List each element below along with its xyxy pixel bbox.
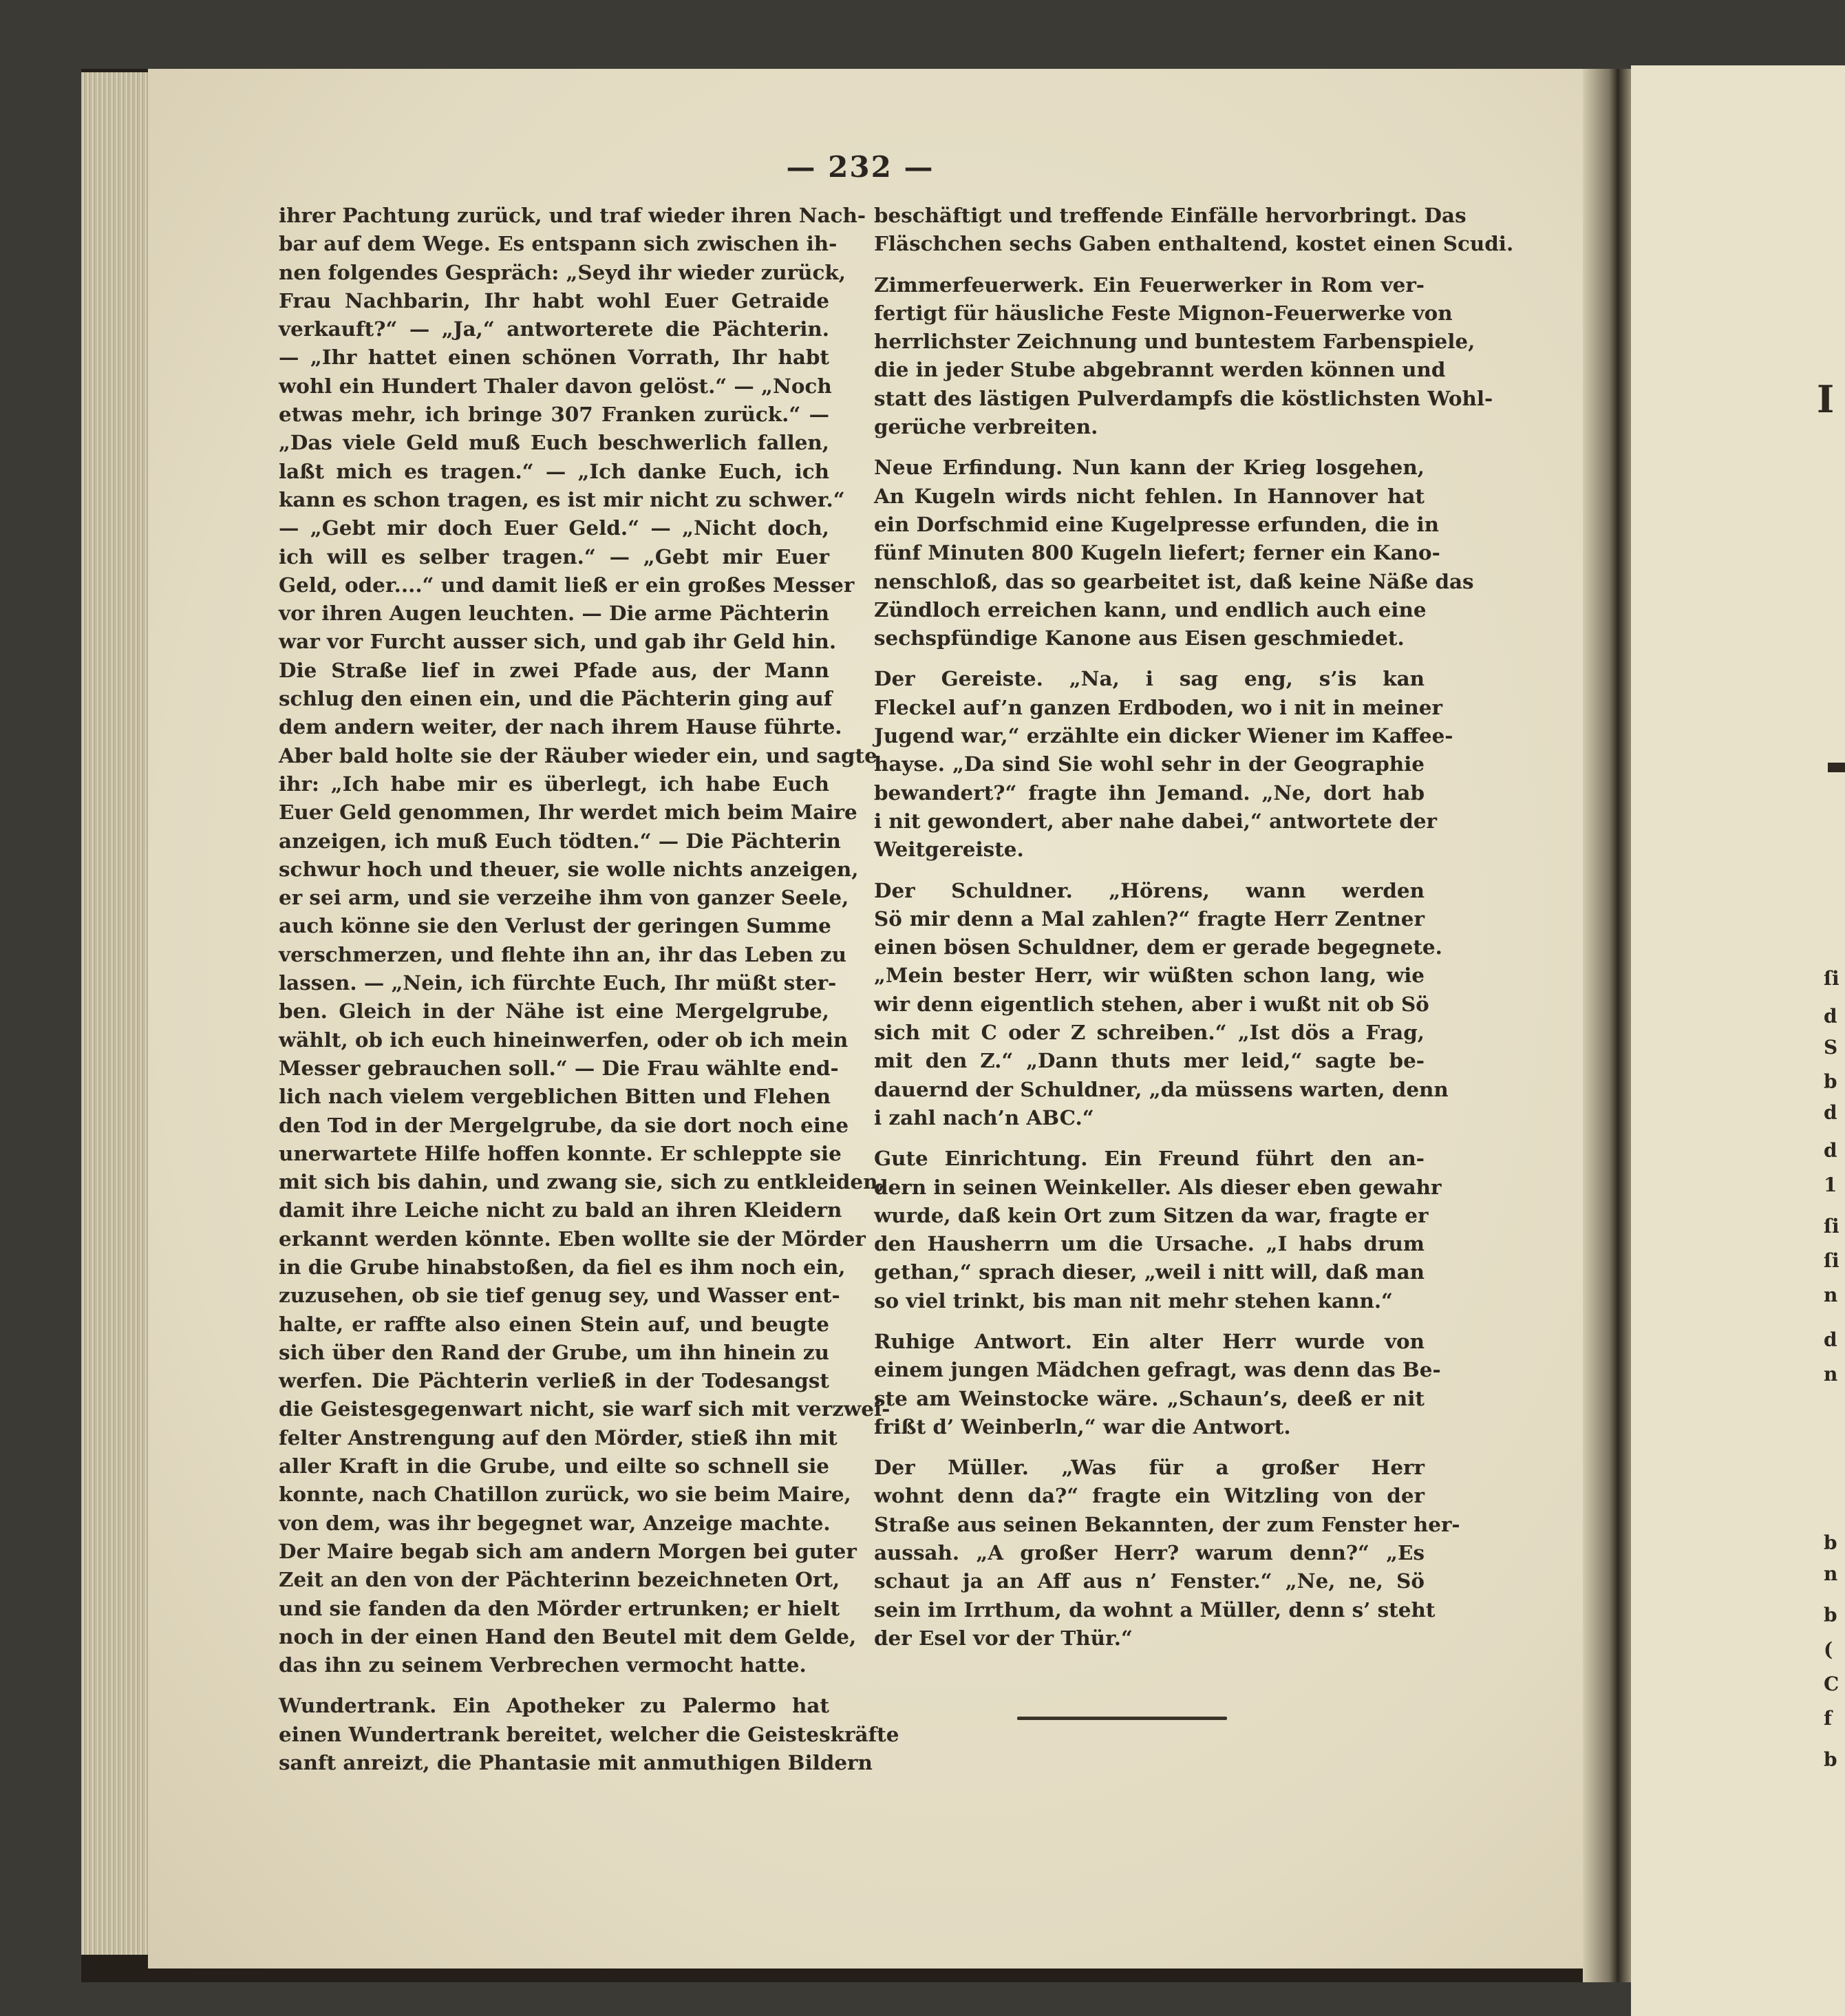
- text-line: bewandert?“ fragte ihn Jemand. „Ne, dort hab: [874, 780, 1425, 805]
- right-text-column: [874, 201, 1514, 1652]
- text-line: Zeit an den von der Pächterinn bezeichneten Ort,: [279, 1567, 840, 1592]
- text-line: Der Müller. „Was für a großer Herr: [874, 1455, 1425, 1480]
- text-line: den Hausherrn um die Ursache. „I habs drum: [874, 1231, 1425, 1256]
- text-line: Aber bald holte sie der Räuber wieder ein, und sagte: [279, 743, 877, 767]
- text-line: die in jeder Stube abgebrannt werden können und: [874, 357, 1446, 382]
- text-line: Zimmerfeuerwerk. Ein Feuerwerker in Rom ver-: [874, 272, 1425, 297]
- text-line: Wundertrank. Ein Apotheker zu Palermo hat: [279, 1693, 829, 1718]
- next-page-fragment: d: [1824, 1101, 1837, 1124]
- right-page-edge: [1631, 65, 1845, 2016]
- section-end-rule: [1017, 1717, 1227, 1720]
- paragraph-gap: [874, 1441, 1425, 1453]
- text-line: ein Dorfschmid eine Kugelpresse erfunden, die in: [874, 511, 1439, 536]
- text-line: laßt mich es tragen.“ — „Ich danke Euch, ich: [279, 458, 829, 483]
- text-line: etwas mehr, ich bringe 307 Franken zurück.“ —: [279, 402, 829, 427]
- text-line: auch könne sie den Verlust der geringen Summe: [279, 913, 831, 938]
- next-page-fragment: d: [1824, 1139, 1837, 1162]
- text-line: Die Straße lief in zwei Pfade aus, der Mann: [279, 657, 829, 682]
- text-line: zuzusehen, ob sie tief genug sey, und Wasser ent-: [279, 1283, 840, 1308]
- text-line: ste am Weinstocke wäre. „Schaun’s, deeß er nit: [874, 1386, 1425, 1410]
- next-page-fragment: b: [1824, 1748, 1837, 1771]
- paragraph-gap: [279, 1679, 829, 1691]
- text-line: schlug den einen ein, und die Pächterin ging auf: [279, 686, 833, 711]
- text-line: wurde, daß kein Ort zum Sitzen da war, fragte er: [874, 1202, 1429, 1227]
- text-line: dem andern weiter, der nach ihrem Hause führte.: [279, 714, 842, 739]
- text-line: werfen. Die Pächterin verließ in der Todesangst: [279, 1368, 829, 1393]
- text-line: herrlichster Zeichnung und buntestem Farbenspiele,: [874, 329, 1475, 354]
- text-line: war vor Furcht ausser sich, und gab ihr Geld hin.: [279, 629, 837, 654]
- paragraph-gap: [874, 1132, 1425, 1144]
- text-line: kann es schon tragen, es ist mir nicht zu schwer.“: [279, 487, 845, 511]
- text-line: Frau Nachbarin, Ihr habt wohl Euer Getraide: [279, 288, 829, 312]
- text-line: einen bösen Schuldner, dem er gerade begegnete.: [874, 935, 1442, 959]
- next-page-fragment: b: [1824, 1070, 1837, 1093]
- text-line: konnte, nach Chatillon zurück, wo sie beim Maire,: [279, 1482, 851, 1507]
- text-line: „Mein bester Herr, wir wüßten schon lang, wie: [874, 963, 1425, 988]
- text-line: i nit gewondert, aber nahe dabei,“ antwortete der: [874, 808, 1438, 833]
- text-line: wählt, ob ich euch hineinwerfen, oder ob ich mein: [279, 1027, 849, 1052]
- text-line: sechspfündige Kanone aus Eisen geschmiedet.: [874, 626, 1405, 650]
- text-line: Der Maire begab sich am andern Morgen bei guter: [279, 1538, 857, 1563]
- paragraph-gap: [874, 1315, 1425, 1327]
- next-page-fragment: ſi: [1824, 1215, 1839, 1238]
- text-line: von dem, was ihr begegnet war, Anzeige machte.: [279, 1510, 831, 1535]
- next-page-marker: [1828, 763, 1845, 772]
- next-page-fragment: ſi: [1824, 1249, 1839, 1272]
- text-line: gerüche verbreiten.: [874, 414, 1098, 439]
- text-line: Jugend war,“ erzählte ein dicker Wiener im Kaffee-: [874, 723, 1453, 748]
- text-line: ihrer Pachtung zurück, und traf wieder ihren Nach-: [279, 203, 866, 227]
- next-page-fragment: n: [1824, 1284, 1838, 1306]
- text-line: wohnt denn da?“ fragte ein Witzling von der: [874, 1483, 1425, 1508]
- text-line: Sö mir denn a Mal zahlen?“ fragte Herr Zentner: [874, 906, 1425, 931]
- text-line: einem jungen Mädchen gefragt, was denn das Be-: [874, 1357, 1441, 1382]
- text-line: dern in seinen Weinkeller. Als dieser eben gewahr: [874, 1174, 1442, 1199]
- text-line: Messer gebrauchen soll.“ — Die Frau wählte end-: [279, 1055, 839, 1080]
- text-line: verkauft?“ — „Ja,“ antworterete die Pächterin.: [279, 317, 829, 341]
- text-line: lassen. — „Nein, ich fürchte Euch, Ihr müßt ster-: [279, 970, 837, 995]
- text-line: dauernd der Schuldner, „da müssens warten, denn: [874, 1076, 1449, 1101]
- text-line: sein im Irrthum, da wohnt a Müller, denn s’ steht: [874, 1597, 1436, 1622]
- next-page-fragment: n: [1824, 1363, 1838, 1386]
- paragraph-gap: [874, 864, 1425, 876]
- next-page-fragment: (: [1824, 1638, 1833, 1661]
- paragraph-gap: [874, 258, 1425, 270]
- text-line: Zündloch erreichen kann, und endlich auch eine: [874, 597, 1427, 622]
- text-line: anzeigen, ich muß Euch tödten.“ — Die Pächterin: [279, 828, 841, 853]
- text-line: mit sich bis dahin, und zwang sie, sich zu entkleiden,: [279, 1169, 885, 1194]
- text-line: Neue Erfindung. Nun kann der Krieg losgehen,: [874, 455, 1425, 480]
- text-line: bar auf dem Wege. Es entspann sich zwischen ih-: [279, 231, 838, 256]
- paragraph-gap: [874, 652, 1425, 664]
- text-line: Geld, oder....“ und damit ließ er ein großes Messer: [279, 572, 855, 597]
- next-page-fragment: f: [1824, 1707, 1833, 1730]
- next-page-fragment: d: [1824, 1005, 1837, 1028]
- text-line: — „Ihr hattet einen schönen Vorrath, Ihr habt: [279, 345, 829, 370]
- text-line: gethan,“ sprach dieser, „weil i nitt will, daß man: [874, 1260, 1425, 1284]
- text-line: felter Anstrengung auf den Mörder, stieß ihn mit: [279, 1425, 838, 1450]
- text-line: Der Schuldner. „Hörens, wann werden: [874, 878, 1425, 902]
- left-text-column: [279, 201, 899, 1776]
- next-page-fragment: n: [1824, 1562, 1838, 1585]
- text-line: wohl ein Hundert Thaler davon gelöst.“ — „Noch: [279, 373, 832, 398]
- next-page-fragment: 1: [1824, 1174, 1837, 1196]
- text-line: vor ihren Augen leuchten. — Die arme Pächterin: [279, 601, 830, 626]
- text-line: einen Wundertrank bereitet, welcher die Geisteskräfte: [279, 1721, 899, 1746]
- text-line: er sei arm, und sie verzeihe ihm von ganzer Seele,: [279, 885, 849, 910]
- text-line: hayse. „Da sind Sie wohl sehr in der Geographie: [874, 752, 1425, 776]
- text-line: ben. Gleich in der Nähe ist eine Mergelgrube,: [279, 999, 829, 1023]
- text-line: ihr: „Ich habe mir es überlegt, ich habe Euch: [279, 771, 829, 796]
- text-line: die Geistesgegenwart nicht, sie warf sich mit verzwei-: [279, 1397, 890, 1421]
- text-line: schwur hoch und theuer, sie wolle nichts anzeigen,: [279, 856, 859, 881]
- next-page-fragment: C: [1824, 1673, 1839, 1695]
- text-line: Weitgereiste.: [874, 837, 1024, 862]
- text-line: Ruhige Antwort. Ein alter Herr wurde von: [874, 1328, 1425, 1353]
- text-line: „Das viele Geld muß Euch beschwerlich fallen,: [279, 430, 829, 455]
- paragraph-gap: [874, 441, 1425, 453]
- text-line: Euer Geld genommen, Ihr werdet mich beim Maire: [279, 800, 857, 825]
- text-line: unerwartete Hilfe hoffen konnte. Er schleppte sie: [279, 1140, 842, 1165]
- text-line: nen folgendes Gespräch: „Seyd ihr wieder zurück,: [279, 259, 846, 284]
- text-line: aussah. „A großer Herr? warum denn?“ „Es: [874, 1540, 1425, 1565]
- text-line: fertigt für häusliche Feste Mignon-Feuerwerke von: [874, 300, 1453, 325]
- text-line: beschäftigt und treffende Einfälle hervorbringt. Das: [874, 203, 1467, 227]
- text-line: erkannt werden könnte. Eben wollte sie der Mörder: [279, 1226, 866, 1251]
- next-page-fragment: b: [1824, 1604, 1837, 1626]
- text-line: Der Gereiste. „Na, i sag eng, s’is kan: [874, 666, 1425, 691]
- text-line: An Kugeln wirds nicht fehlen. In Hannover hat: [874, 483, 1425, 508]
- text-line: i zahl nach’n ABC.“: [874, 1105, 1094, 1129]
- next-page-fragment: S: [1824, 1036, 1838, 1059]
- next-page-fragment: b: [1824, 1531, 1837, 1554]
- text-line: statt des lästigen Pulverdampfs die köstlichsten Wohl-: [874, 385, 1493, 410]
- text-line: fünf Minuten 800 Kugeln liefert; ferner ein Kano-: [874, 540, 1440, 565]
- text-line: mit den Z.“ „Dann thuts mer leid,“ sagte be-: [874, 1048, 1425, 1073]
- text-line: frißt d’ Weinberln,“ war die Antwort.: [874, 1414, 1291, 1439]
- text-line: sanft anreizt, die Phantasie mit anmuthigen Bildern: [279, 1750, 873, 1775]
- text-line: halte, er raffte also einen Stein auf, und beugte: [279, 1311, 829, 1336]
- text-line: den Tod in der Mergelgrube, da sie dort noch eine: [279, 1112, 849, 1137]
- text-line: sich über den Rand der Grube, um ihn hinein zu: [279, 1339, 829, 1364]
- text-line: Straße aus seinen Bekannten, der zum Fenster her-: [874, 1511, 1460, 1536]
- text-line: noch in der einen Hand den Beutel mit dem Gelde,: [279, 1624, 857, 1648]
- next-page-fragment: ſi: [1824, 967, 1839, 990]
- text-line: aller Kraft in die Grube, und eilte so schnell sie: [279, 1454, 829, 1478]
- text-line: nenschloß, das so gearbeitet ist, daß keine Näße das: [874, 569, 1474, 593]
- text-line: in die Grube hinabstoßen, da fiel es ihm noch ein,: [279, 1254, 846, 1279]
- text-line: verschmerzen, und flehte ihn an, ihr das Leben zu: [279, 942, 846, 966]
- text-line: — „Gebt mir doch Euer Geld.“ — „Nicht doch,: [279, 516, 829, 540]
- text-line: so viel trinkt, bis man nit mehr stehen kann.“: [874, 1288, 1393, 1313]
- text-line: wir denn eigentlich stehen, aber i wußt nit ob Sö: [874, 991, 1429, 1016]
- text-line: lich nach vielem vergeblichen Bitten und Flehen: [279, 1084, 831, 1109]
- text-line: Fleckel auf’n ganzen Erdboden, wo i nit in meiner: [874, 694, 1442, 719]
- text-line: Fläschchen sechs Gaben enthaltend, kostet einen Scudi.: [874, 231, 1514, 256]
- text-line: der Esel vor der Thür.“: [874, 1625, 1133, 1650]
- page-edges: [81, 72, 157, 1955]
- page-number: — 232 —: [786, 150, 935, 184]
- text-line: sich mit C oder Z schreiben.“ „Ist dös a Frag,: [874, 1020, 1425, 1045]
- text-line: ich will es selber tragen.“ — „Gebt mir Euer: [279, 544, 829, 569]
- text-line: und sie fanden da den Mörder ertrunken; er hielt: [279, 1595, 840, 1620]
- text-line: Gute Einrichtung. Ein Freund führt den an-: [874, 1146, 1425, 1171]
- text-line: damit ihre Leiche nicht zu bald an ihren Kleidern: [279, 1198, 842, 1222]
- text-line: das ihn zu seinem Verbrechen vermocht hatte.: [279, 1653, 807, 1677]
- text-line: schaut ja an Aff aus n’ Fenster.“ „Ne, ne, Sö: [874, 1569, 1425, 1593]
- next-page-fragment: d: [1824, 1328, 1837, 1351]
- next-page-initial: I: [1817, 377, 1835, 421]
